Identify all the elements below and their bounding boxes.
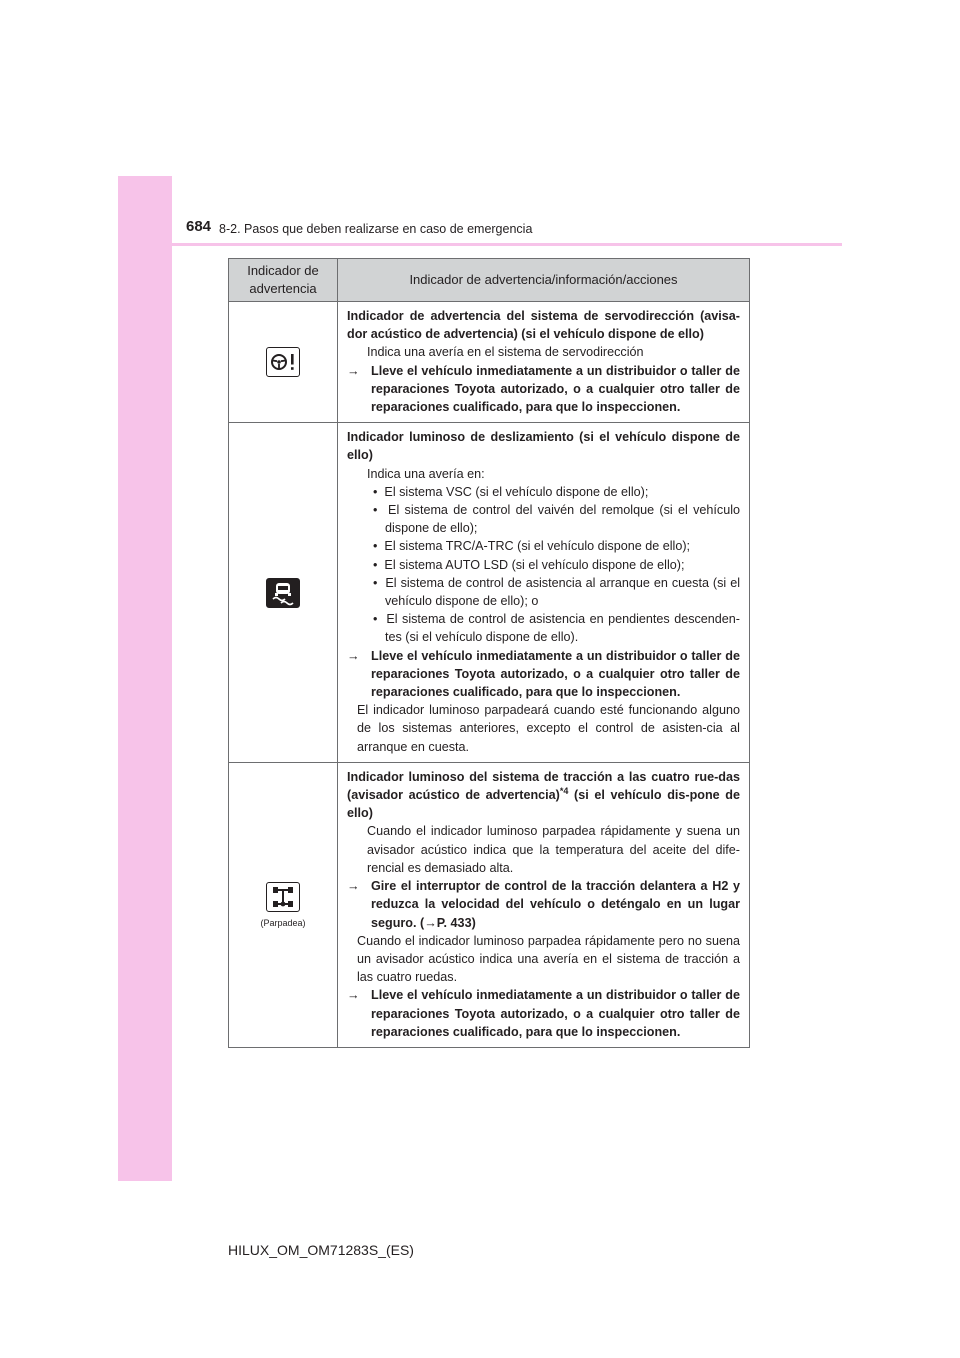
arrow-icon: →: [347, 988, 360, 1003]
manual-code: HILUX_OM_OM71283S_(ES): [228, 1242, 414, 1258]
action-instruction: → Gire el interruptor de control de la tracción delantera a H2 y reduzca la velocidad del vehículo o deténgalo en un lugar seguro. (→P. 433): [347, 879, 740, 930]
indicator-note: El indicador luminoso parpadeará cuando esté funcionando alguno de los sistemas anteriores, excepto el control de asisten-cia al arranque en cuesta.: [357, 703, 740, 754]
arrow-icon: →: [347, 363, 360, 378]
arrow-icon: →: [347, 648, 360, 663]
page-number: 684: [186, 218, 212, 235]
description-cell: [338, 762, 750, 1047]
indicator-description: Cuando el indicador luminoso parpadea rápidamente y suena un avisador acústico indica que la temperatura del aceite del dife-rencial es demasiado alta.: [367, 824, 740, 875]
description-cell: [338, 423, 750, 763]
indicator-description: Cuando el indicador luminoso parpadea rápidamente pero no suena un avisador acústico indica una avería en el sistema de tracción a las cuatro ruedas.: [357, 933, 740, 985]
indicator-cell: [229, 423, 338, 763]
four-wheel-drive-icon: [266, 882, 300, 912]
list-item: • El sistema de control del vaivén del remolque (si el vehículo dispone de ello);: [373, 503, 741, 536]
arrow-icon: →: [347, 879, 360, 894]
indicator-title: Indicador luminoso del sistema de tracción a las cuatro rue-das (avisador acústico de advertencia)$^{*4}$ (si el vehículo dis-pone de ello): [347, 769, 740, 821]
warning-indicator-table: [228, 258, 750, 1048]
header-divider: [118, 243, 842, 246]
power-steering-warning-icon: [266, 347, 300, 377]
indicator-description: Indica una avería en el sistema de servodirección: [367, 345, 644, 360]
action-instruction: → Lleve el vehículo inmediatamente a un distribuidor o taller de reparaciones Toyota autorizado, o a cualquier otro taller de reparaciones cualificado, para que lo inspeccionen.: [347, 363, 740, 415]
table-row: [229, 423, 750, 763]
column-header-actions: Indicador de advertencia/información/acciones: [338, 259, 750, 302]
list-item: • El sistema TRC/A-TRC (si el vehículo dispone de ello);: [373, 539, 691, 554]
action-instruction: → Lleve el vehículo inmediatamente a un distribuidor o taller de reparaciones Toyota autorizado, o a cualquier otro taller de reparaciones cualificado, para que lo inspeccionen.: [347, 648, 740, 700]
slip-indicator-icon: [266, 578, 300, 608]
table-header-row: [229, 259, 750, 302]
indicator-description: Indica una avería en:: [367, 466, 485, 481]
list-item: • El sistema de control de asistencia al arranque en cuesta (si el vehículo dispone de ello); o: [373, 575, 741, 609]
indicator-cell: [229, 762, 338, 1047]
column-header-indicator: Indicador de advertencia: [229, 259, 338, 302]
list-item: • El sistema VSC (si el vehículo dispone de ello);: [373, 484, 649, 499]
page-reference: P. 433): [436, 915, 476, 930]
list-item: • El sistema de control de asistencia en pendientes descenden-tes (si el vehículo dispone de ello).: [373, 612, 741, 645]
table-row: [229, 762, 750, 1047]
list-item: • El sistema AUTO LSD (si el vehículo dispone de ello);: [373, 557, 685, 572]
side-color-band: [118, 176, 172, 1181]
description-cell: [338, 302, 750, 423]
indicator-title: Indicador luminoso de deslizamiento (si el vehículo dispone de ello): [347, 430, 740, 463]
action-instruction: → Lleve el vehículo inmediatamente a un distribuidor o taller de reparaciones Toyota autorizado, o a cualquier otro taller de reparaciones cualificado, para que lo inspeccionen.: [347, 988, 740, 1039]
indicator-title: Indicador de advertencia del sistema de servodirección (avisa-dor acústico de advertencia) (si el vehículo dispone de ello): [347, 309, 740, 342]
blink-label: (Parpadea): [260, 917, 306, 928]
table-row: [229, 302, 750, 423]
footnote-ref: *4: [559, 785, 569, 796]
indicator-cell: [229, 302, 338, 423]
section-title: 8-2. Pasos que deben realizarse en caso de emergencia: [219, 222, 533, 236]
